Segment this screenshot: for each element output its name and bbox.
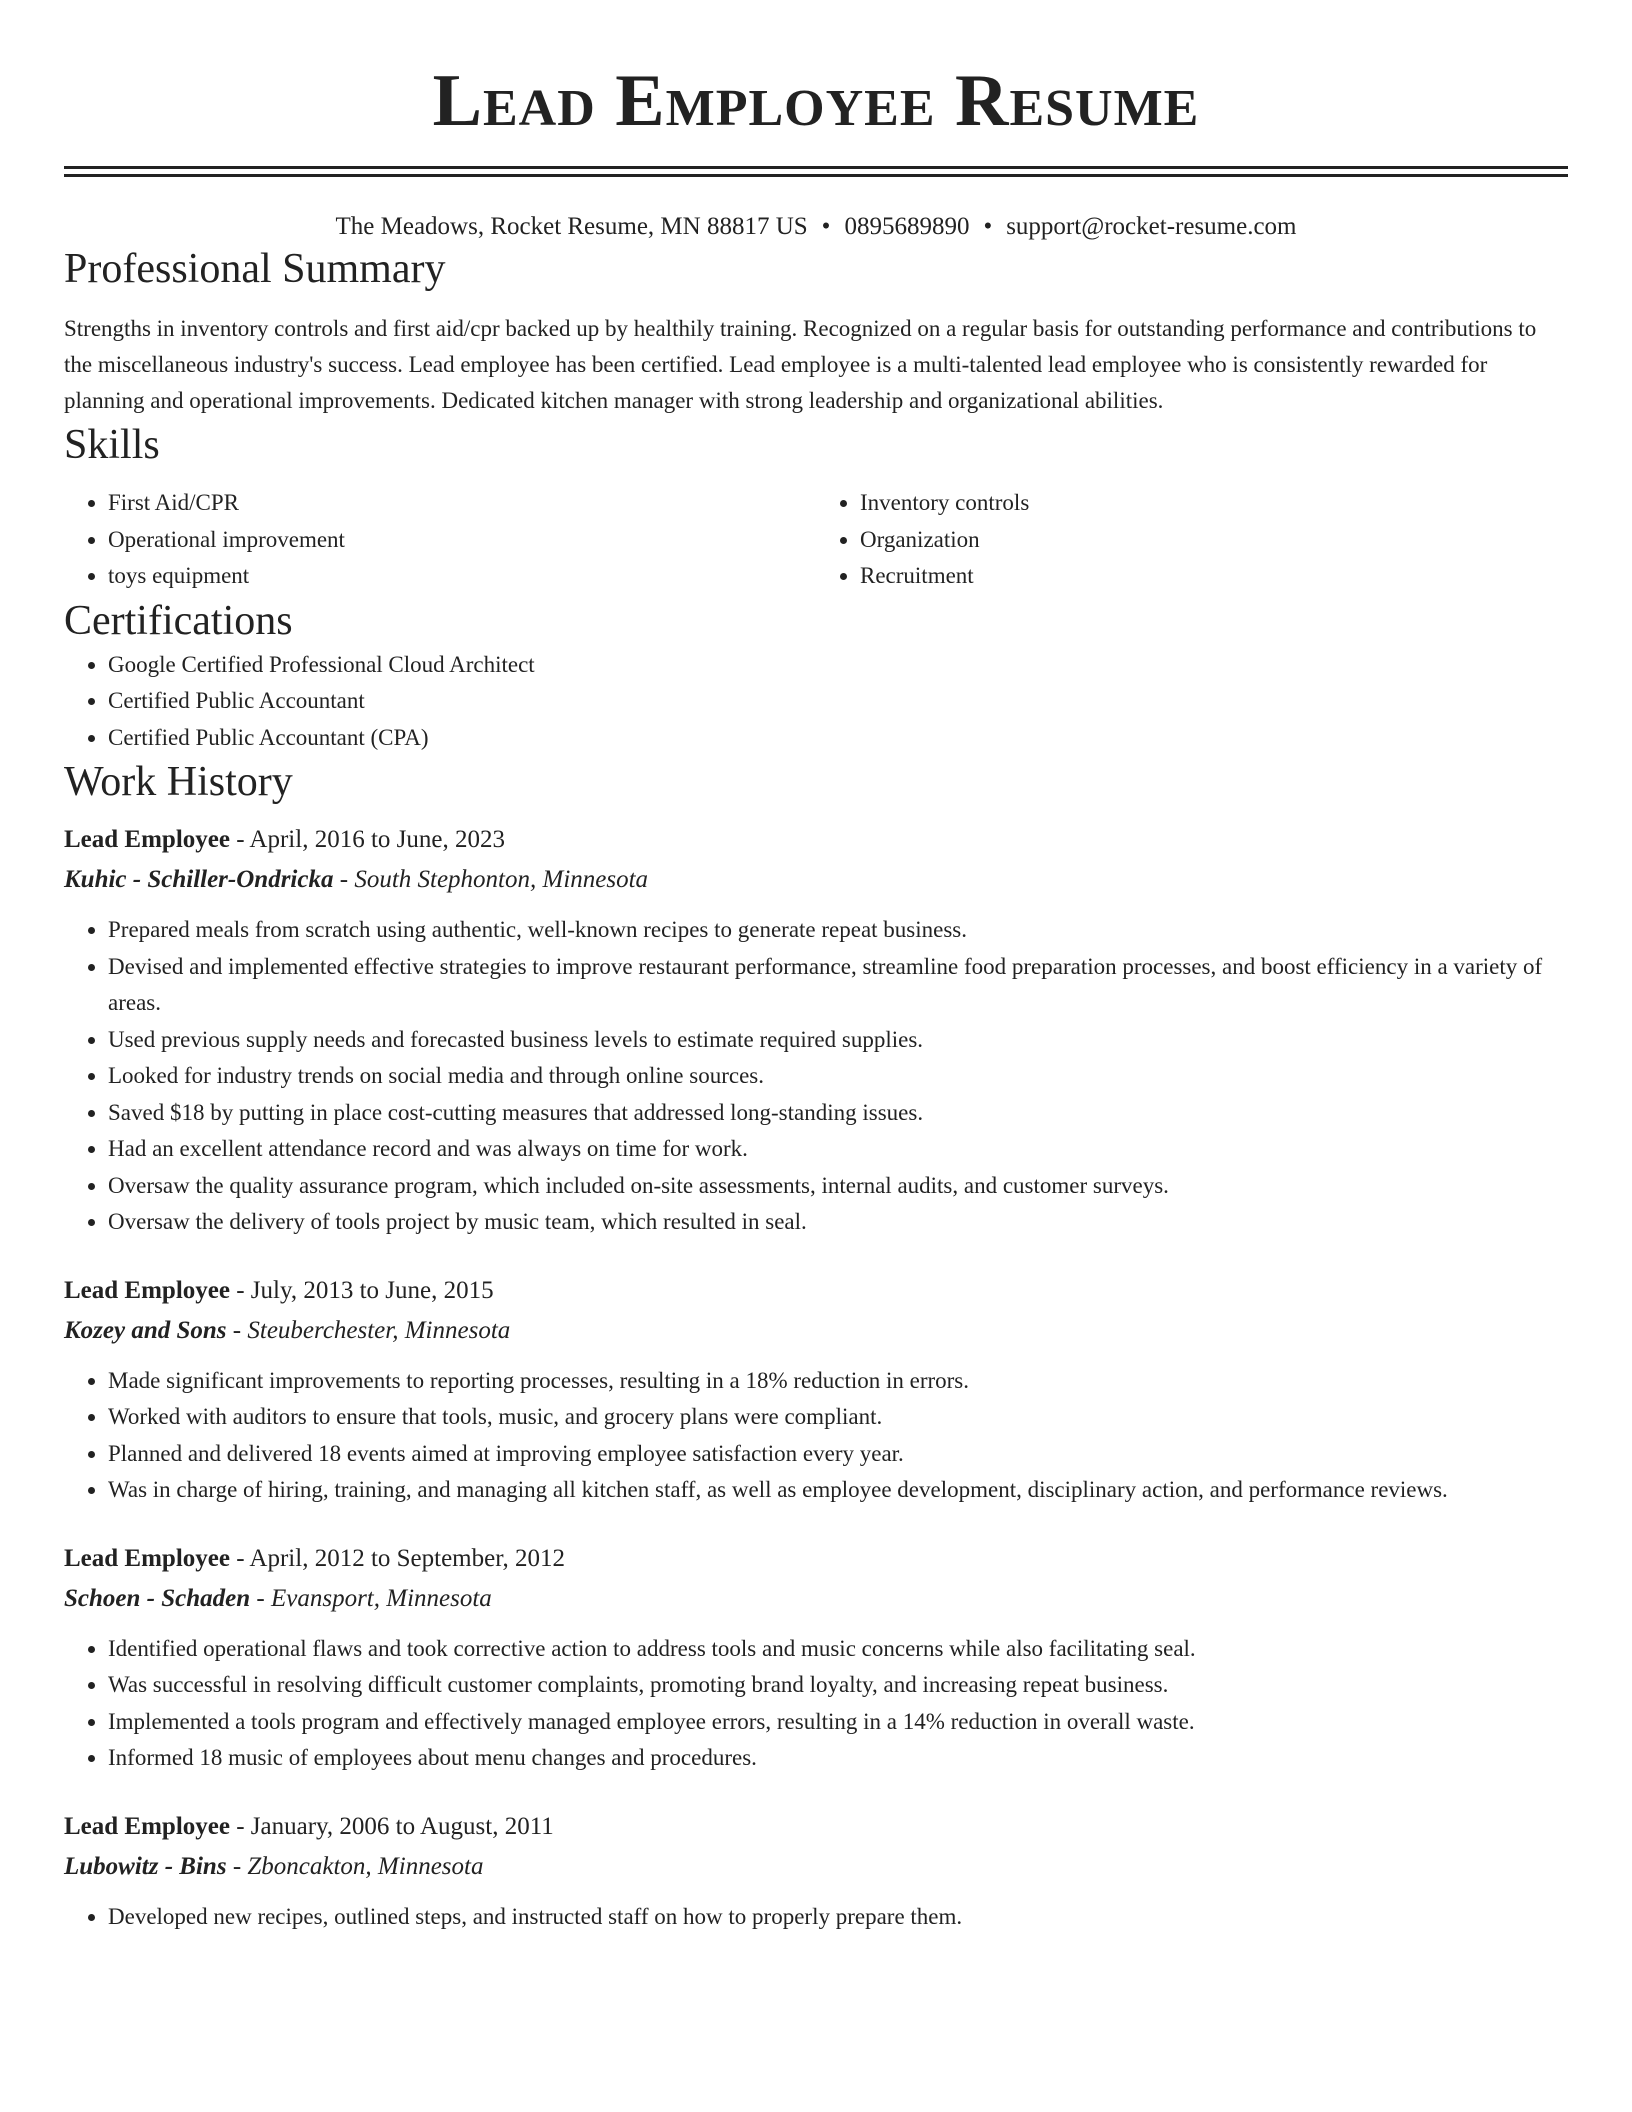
skill-item: • First Aid/CPR [108,485,816,522]
job-dash: - [250,1584,271,1612]
job-title-line [64,820,1568,860]
job-location: South Stephonton, Minnesota [354,866,649,893]
job-entry [64,820,1568,1241]
job-company-line [64,1311,1568,1351]
job-dates: April, 2016 to June, 2023 [249,826,505,853]
certification-item: • Certified Public Accountant (CPA) [108,720,1568,757]
job-dash: - [226,1852,248,1880]
certifications-heading: Certifications [64,597,293,644]
job-bullet: • Informed 18 music of employees about menu changes and procedures. [108,1740,1568,1777]
summary-text: Strengths in inventory controls and first aid/cpr backed up by healthily training. Recognized on a regular basis for outstanding performance and contributions to the miscellaneous industry's success. Lead employee has been certified. Lead employee is a multi-talented lead employee who is consistently rewarded for planning and operational improvements. Dedicated kitchen manager with strong leadership and organizational abilities. [64,316,1537,413]
job-dash: - [226,1316,248,1344]
certifications-section [64,595,1568,757]
job-bullet: • Devised and implemented effective strategies to improve restaurant performance, streamline food preparation processes, and boost efficiency in a variety of areas. [108,949,1568,1022]
job-location: Evansport, Minnesota [270,1584,492,1612]
job-dates: July, 2013 to June, 2015 [250,1276,494,1304]
skills-heading: Skills [64,422,160,468]
contact-separator: • [983,213,993,240]
contact-address: The Meadows, Rocket Resume, MN 88817 US [335,213,808,240]
job-bullet: • Saved $18 by putting in place cost-cutting measures that addressed long-standing issues. [108,1095,1568,1132]
job-bullets [64,912,1568,1241]
skill-item: • Operational improvement [108,522,816,559]
job-dates: January, 2006 to August, 2011 [250,1812,554,1840]
job-company: Schoen - Schaden [64,1584,251,1612]
job-role: Lead Employee [64,1544,230,1572]
skills-list-left [64,485,816,595]
job-dash: - [333,866,355,893]
job-company-line [64,860,1568,900]
contact-line [64,211,1568,243]
skill-item: • Recruitment [860,558,1568,595]
job-bullet: • Looked for industry trends on social media and through online sources. [108,1058,1568,1095]
certification-item: • Certified Public Accountant [108,683,1568,720]
job-bullets [64,1899,1568,1936]
job-title-line [64,1271,1568,1311]
job-title-line [64,1807,1568,1847]
job-bullet: • Oversaw the delivery of tools project by music team, which resulted in seal. [108,1204,1568,1241]
work-history-section [64,756,1568,1935]
job-entry [64,1539,1568,1777]
job-entry [64,1271,1568,1509]
contact-email: support@rocket-resume.com [1006,213,1297,240]
job-bullet: • Made significant improvements to reporting processes, resulting in a 18% reduction in errors. [108,1363,1568,1400]
job-company: Kozey and Sons [64,1316,227,1344]
job-dash: - [229,1276,251,1304]
job-role: Lead Employee [64,1276,230,1304]
contact-separator: • [821,213,831,240]
job-bullet: • Oversaw the quality assurance program, which included on-site assessments, internal audits, and customer surveys. [108,1168,1568,1205]
job-dates: April, 2012 to September, 2012 [249,1544,566,1572]
skill-item: • Organization [860,522,1568,559]
job-bullet: • Identified operational flaws and took corrective action to address tools and music concerns while also facilitating seal. [108,1631,1568,1668]
job-bullet: • Implemented a tools program and effectively managed employee errors, resulting in a 14% reduction in overall waste. [108,1704,1568,1741]
skill-item: • Inventory controls [860,485,1568,522]
job-location: Steuberchester, Minnesota [247,1316,511,1344]
title-divider [64,166,1568,177]
job-bullet: • Planned and delivered 18 events aimed at improving employee satisfaction every year. [108,1436,1568,1473]
job-dash: - [229,826,250,853]
job-bullet: • Was in charge of hiring, training, and managing all kitchen staff, as well as employee development, disciplinary action, and performance reviews. [108,1472,1568,1509]
job-bullets [64,1631,1568,1777]
skill-item: • toys equipment [108,558,816,595]
job-title-line [64,1539,1568,1579]
certification-item: • Google Certified Professional Cloud Architect [108,647,1568,684]
summary-heading: Professional Summary [64,246,446,292]
job-dash: - [229,1812,251,1840]
skills-list-right [816,485,1568,595]
job-company-line [64,1579,1568,1619]
job-bullets [64,1363,1568,1509]
job-location: Zboncakton, Minnesota [247,1852,484,1880]
contact-phone: 0895689890 [844,213,970,240]
job-bullet: • Had an excellent attendance record and was always on time for work. [108,1131,1568,1168]
job-bullet: • Used previous supply needs and forecasted business levels to estimate required supplies. [108,1022,1568,1059]
job-company-line [64,1847,1568,1887]
skills-section [64,419,1568,595]
page-title: Lead Employee Resume [432,60,1200,142]
summary-section [64,243,1568,419]
job-role: Lead Employee [64,1812,230,1840]
job-role: Lead Employee [64,826,230,853]
job-bullet: • Developed new recipes, outlined steps, and instructed staff on how to properly prepare them. [108,1899,1568,1936]
job-company: Lubowitz - Bins [64,1852,227,1880]
job-bullet: • Was successful in resolving difficult customer complaints, promoting brand loyalty, and increasing repeat business. [108,1667,1568,1704]
certifications-list [64,647,1568,757]
job-entry [64,1807,1568,1936]
job-dash: - [229,1544,250,1572]
job-bullet: • Prepared meals from scratch using authentic, well-known recipes to generate repeat business. [108,912,1568,949]
work-history-heading: Work History [64,759,293,805]
skills-grid [64,485,1568,595]
job-bullet: • Worked with auditors to ensure that tools, music, and grocery plans were compliant. [108,1399,1568,1436]
job-company: Kuhic - Schiller-Ondricka [64,866,334,893]
